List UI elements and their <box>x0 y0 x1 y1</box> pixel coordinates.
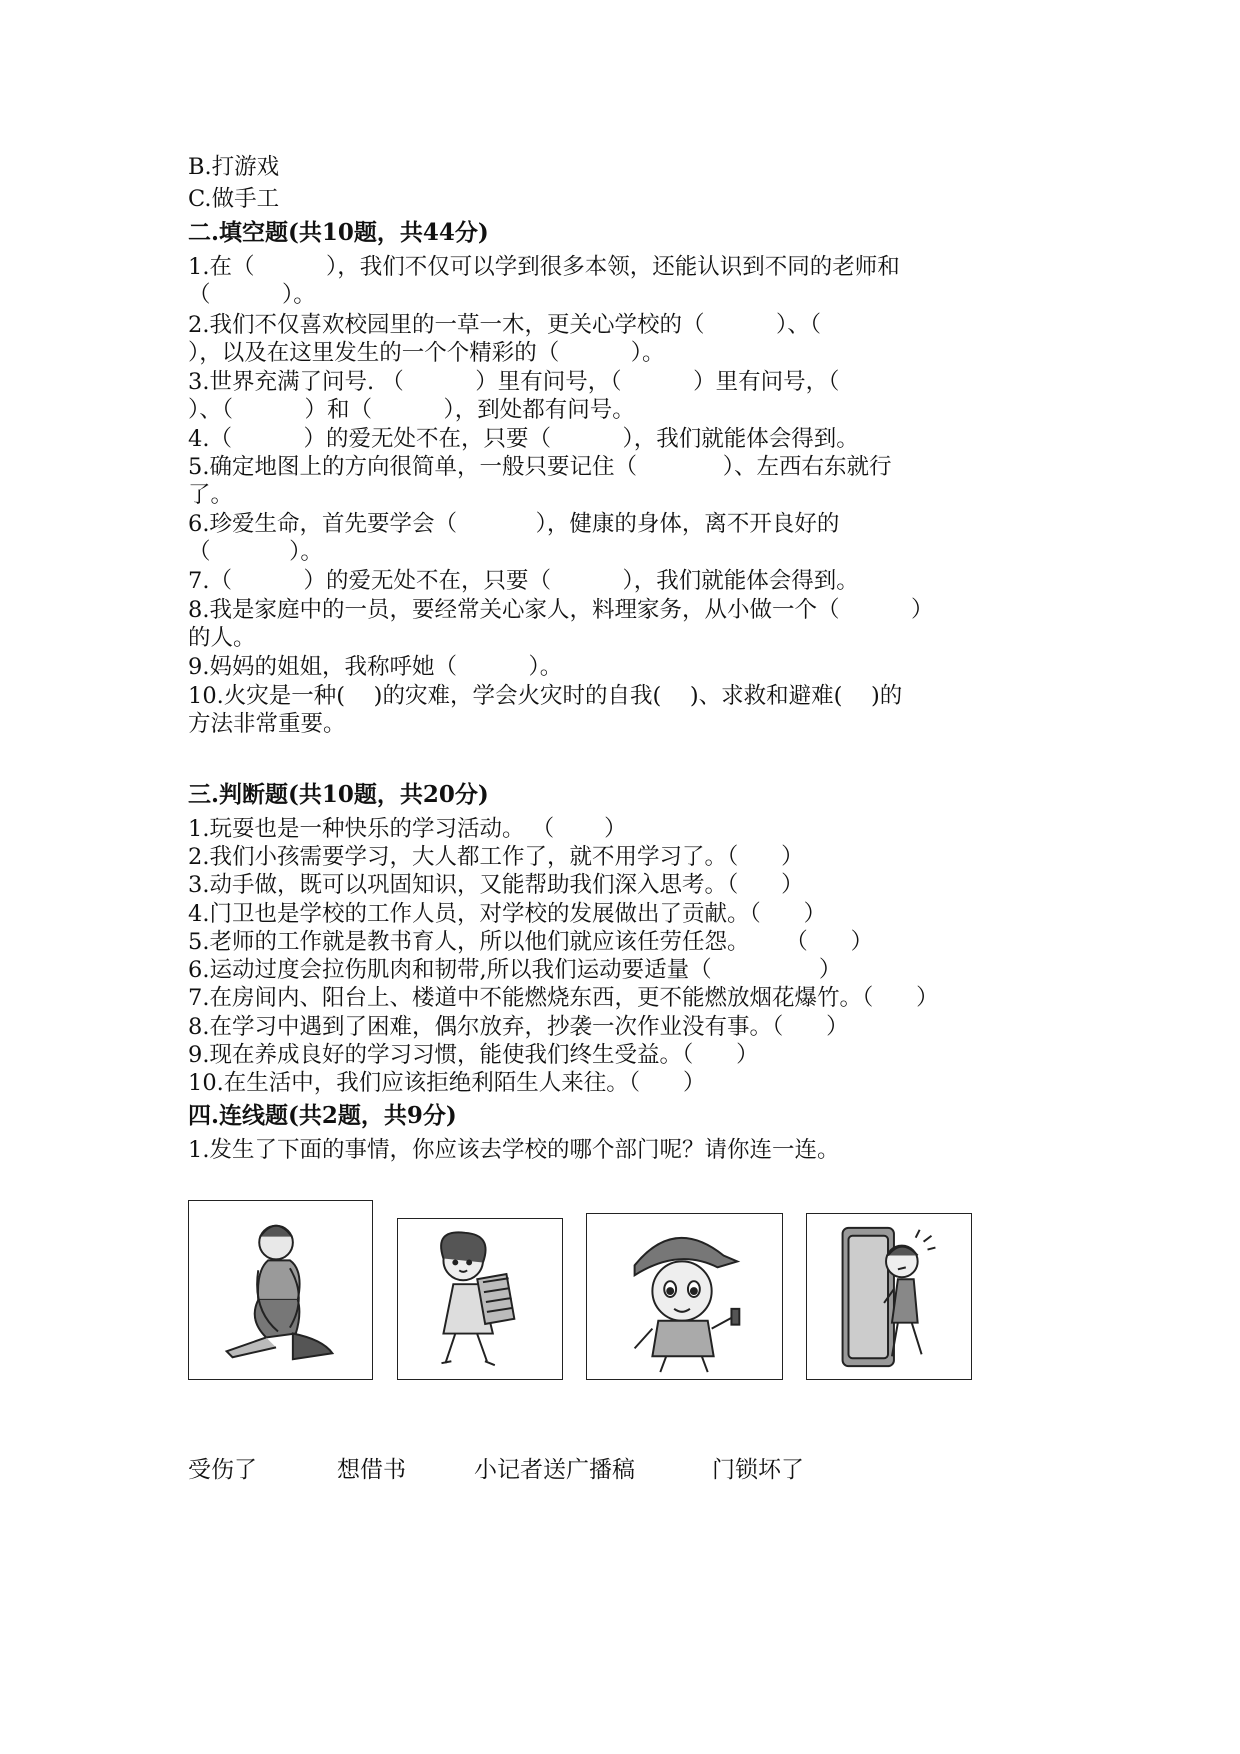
fill-line: 的人。 <box>188 625 256 651</box>
girl-with-books-icon <box>397 1218 563 1380</box>
judge-line: 5.老师的工作就是教书育人，所以他们就应该任劳任怨。 （ ） <box>188 929 874 955</box>
fill-line: ）、（ ）和（ ），到处都有问号。 <box>188 397 635 423</box>
section3-heading: 三.判断题(共10题，共20分) <box>188 781 489 808</box>
judge-line: 3.动手做，既可以巩固知识，又能帮助我们深入思考。（ ） <box>188 872 804 898</box>
fill-line: （ ）。 <box>188 539 323 565</box>
option-b: B.打游戏 <box>188 154 280 180</box>
fill-line: 2.我们不仅喜欢校园里的一草一木，更关心学校的（ ）、（ <box>188 312 821 338</box>
judge-line: 4.门卫也是学校的工作人员，对学校的发展做出了贡献。（ ） <box>188 901 827 927</box>
fill-line: 了。 <box>188 482 234 508</box>
fill-line: 4.（ ）的爱无处不在，只要（ ），我们就能体会得到。 <box>188 426 859 452</box>
label-reporter: 小记者送广播稿 <box>474 1457 635 1483</box>
fill-line: 5.确定地图上的方向很简单，一般只要记住（ ）、左西右东就行 <box>188 454 892 480</box>
fill-line: 7.（ ）的爱无处不在，只要（ ），我们就能体会得到。 <box>188 568 859 594</box>
fill-line: （ ）。 <box>188 282 316 308</box>
fill-line: 9.妈妈的姐姐，我称呼她（ ）。 <box>188 654 563 680</box>
broken-door-icon <box>806 1213 972 1380</box>
section2-heading: 二.填空题(共10题，共44分) <box>188 219 489 246</box>
judge-line: 7.在房间内、阳台上、楼道中不能燃烧东西，更不能燃放烟花爆竹。（ ） <box>188 985 939 1011</box>
fill-line: 8.我是家庭中的一员，要经常关心家人，料理家务，从小做一个（ ） <box>188 597 934 623</box>
section4-heading: 四.连线题(共2题，共9分) <box>188 1102 457 1129</box>
fill-line: 6.珍爱生命，首先要学会（ ），健康的身体，离不开良好的 <box>188 511 840 537</box>
fill-line: 10.火灾是一种( )的灾难，学会火灾时的自我( )、求救和避难( )的 <box>188 683 903 709</box>
fill-line: 3.世界充满了问号. （ ）里有问号，（ ）里有问号，（ <box>188 369 840 395</box>
injured-boy-icon <box>188 1200 373 1380</box>
judge-line: 2.我们小孩需要学习，大人都工作了，就不用学习了。（ ） <box>188 844 804 870</box>
judge-line: 10.在生活中，我们应该拒绝利陌生人来往。（ ） <box>188 1070 706 1096</box>
judge-line: 8.在学习中遇到了困难，偶尔放弃，抄袭一次作业没有事。（ ） <box>188 1014 849 1040</box>
judge-line: 1.玩耍也是一种快乐的学习活动。 （ ） <box>188 816 627 842</box>
label-borrow-book: 想借书 <box>337 1457 406 1483</box>
label-injured: 受伤了 <box>188 1457 257 1483</box>
reporter-boy-icon <box>586 1213 783 1380</box>
fill-line: 1.在（ ），我们不仅可以学到很多本领，还能认识到不同的老师和 <box>188 254 900 280</box>
option-c: C.做手工 <box>188 186 280 212</box>
match-question: 1.发生了下面的事情，你应该去学校的哪个部门呢？请你连一连。 <box>188 1137 840 1163</box>
fill-line: ），以及在这里发生的一个个精彩的（ ）。 <box>188 340 665 366</box>
judge-line: 9.现在养成良好的学习习惯，能使我们终生受益。（ ） <box>188 1042 759 1068</box>
fill-line: 方法非常重要。 <box>188 711 346 737</box>
label-door-lock: 门锁坏了 <box>712 1457 804 1483</box>
judge-line: 6.运动过度会拉伤肌肉和韧带,所以我们运动要适量（ ） <box>188 957 842 983</box>
